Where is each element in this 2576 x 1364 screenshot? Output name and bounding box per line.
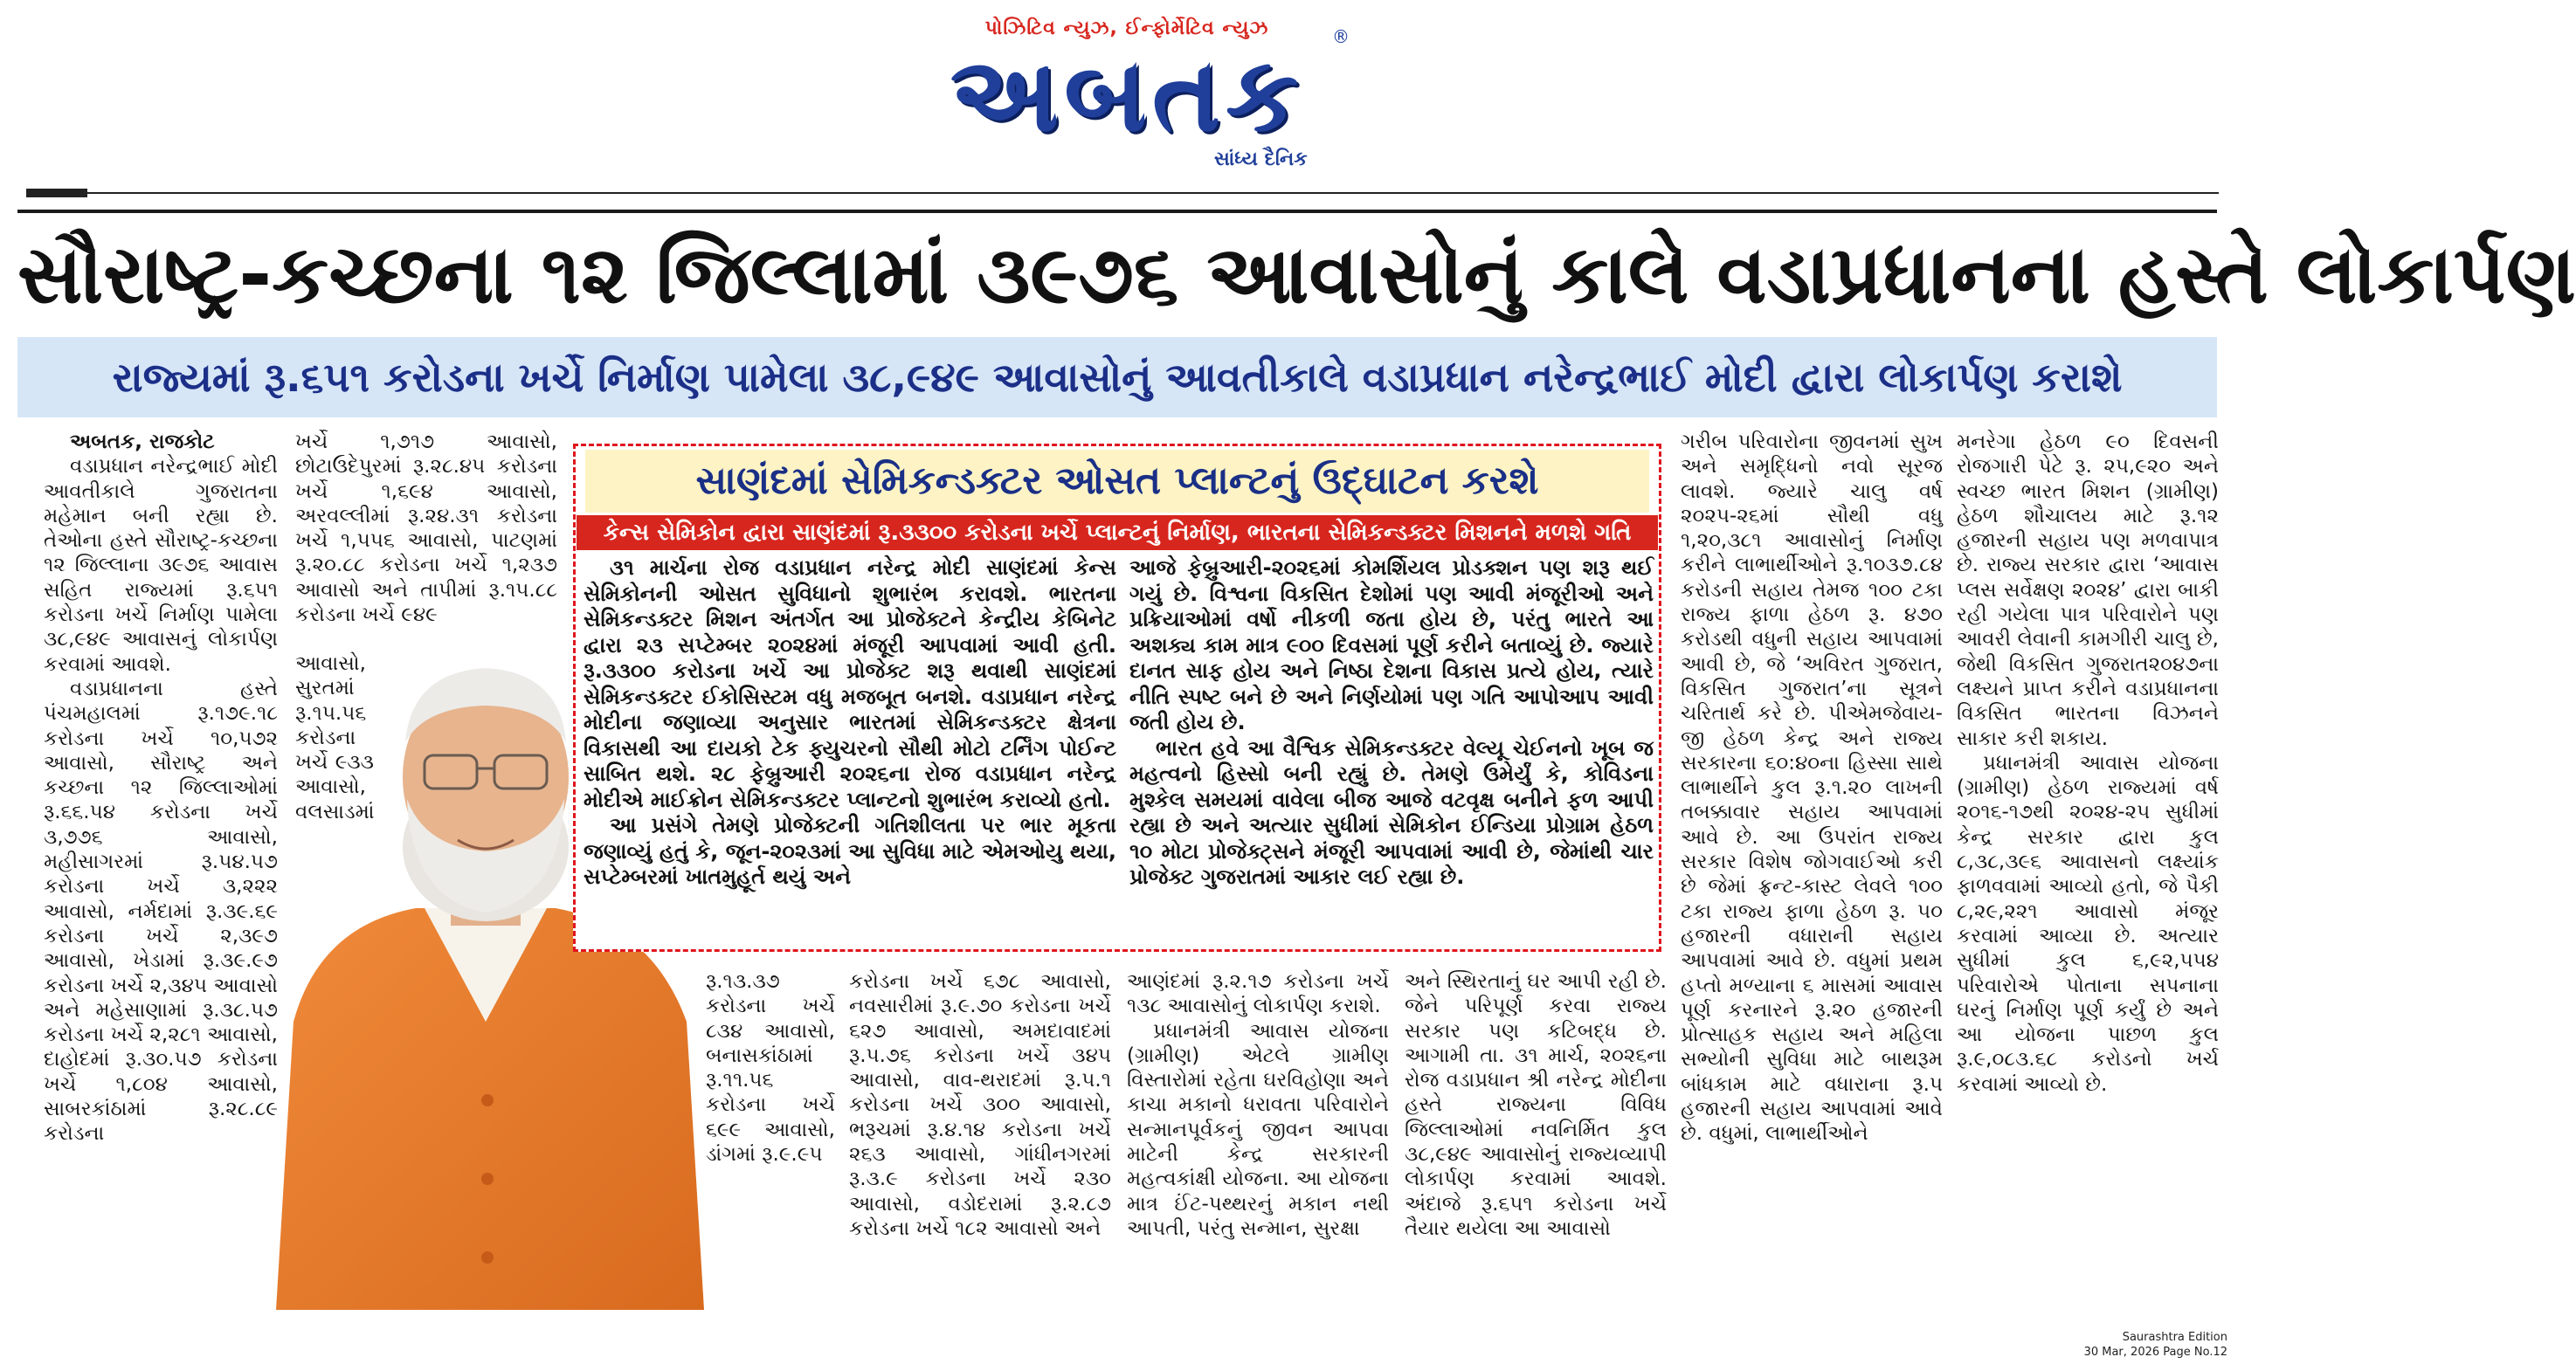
- masthead: [0, 0, 2234, 188]
- page-headline: સૌરાષ્ટ્ર-કચ્છના ૧૨ જિલ્લામાં ૩૯૭૬ આવાસોનું કાલે વડાપ્રધાનના હસ્તે લોકાર્પણ: [17, 228, 2576, 321]
- column-2-paragraph-narrow: આવાસો, સુરતમાં રૂ.૧૫.૫૬ કરોડના ખર્ચે ૯૩૩ આવાસો, વલસાડમાં: [295, 652, 375, 823]
- box-left-paragraph-1: ૩૧ માર્ચના રોજ વડાપ્રધાન નરેન્દ્ર મોદી સાણંદમાં કેન્સ સેમિકોનની ઓસત સુવિધાનો શુભારંભ કરાવશે. ભારતના સેમિકન્ડક્ટર મિશન અંતર્ગત આ પ્રોજેક્ટને કેન્દ્રીય કેબિનેટ દ્વારા ૨૩ સપ્ટેમ્બર ૨૦૨૪માં મંજૂરી આપવામાં આવી હતી. રૂ.૩૩૦૦ કરોડના ખર્ચે આ પ્રોજેક્ટ શરૂ થવાથી સાણંદમાં સેમિકન્ડક્ટર ઈકોસિસ્ટમ વધુ મજબૂત બનશે. વડાપ્રધાન નરેન્દ્ર મોદીના જણાવ્યા અનુસાર ભારતમાં સેમિકન્ડક્ટર ક્ષેત્રના વિકાસથી આ દાયકો ટેક ફ્યુચરનો સૌથી મોટો ટર્નિંગ પોઈન્ટ સાબિત થશે. ૨૮ ફેબ્રુઆરી ૨૦૨૬ના રોજ વડાપ્રધાન નરેન્દ્ર મોદીએ માઈક્રોન સેમિકન્ડક્ટર પ્લાન્ટનો શુભારંભ કરાવ્યો હતો.: [584, 555, 1116, 812]
- article-column-1: [44, 430, 278, 1312]
- edition-date-page: 30 Mar, 2026 Page No.12: [2083, 1346, 2227, 1359]
- masthead-rule-left: [26, 189, 87, 197]
- masthead-rule: [87, 192, 2219, 194]
- column-4-paragraph-1: આણંદમાં રૂ.૨.૧૭ કરોડના ખર્ચે ૧૩૮ આવાસોનું લોકાર્પણ કરાશે.: [1127, 970, 1389, 1018]
- masthead-tagline: પોઝિટિવ ન્યુઝ, ઈન્ફોર્મેટિવ ન્યુઝ: [984, 17, 1269, 39]
- page-subhead: રાજ્યમાં રૂ.૬૫૧ કરોડના ખર્ચે નિર્માણ પામેલા ૩૮,૯૪૯ આવાસોનું આવતીકાલે વડાપ્રધાન નરેન્દ્રભાઈ મોદી દ્વારા લોકાર્પણ કરાશે: [112, 354, 2123, 401]
- edition-name: Saurashtra Edition: [2122, 1331, 2227, 1344]
- article-column-5: [1405, 969, 1667, 1314]
- column-2-paragraph-top: ખર્ચે ૧,૭૧૭ આવાસો, છોટાઉદેપુરમાં રૂ.૨૮.૪૫ કરોડના ખર્ચે ૧,૬૯૪ આવાસો, અરવલ્લીમાં રૂ.૨૪.૩૧ કરોડના ખર્ચે ૧,૫૫૬ આવાસો, પાટણમાં રૂ.૨૦.૮૮ કરોડના ખર્ચે ૧,૨૩૭ આવાસો અને તાપીમાં રૂ.૧૫.૮૮ કરોડના ખર્ચે ૯૪૯: [295, 431, 557, 627]
- column-1-paragraph-2: વડાપ્રધાનના હસ્તે પંચમહાલમાં રૂ.૧૭૯.૧૮ કરોડના ખર્ચે ૧૦,૫૭૨ આવાસો, સૌરાષ્ટ્ર અને કચ્છના ૧૨ જિલ્લાઓમાં રૂ.૬૬.૫૪ કરોડના ખર્ચે ૩,૭૭૬ આવાસો, મહીસાગરમાં રૂ.૫૪.૫૭ કરોડના ખર્ચે ૩,૨૨૨ આવાસો, નર્મદામાં રૂ.૩૯.૬૯ કરોડના ખર્ચે ૨,૩૯૭ આવાસો, ખેડામાં રૂ.૩૯.૯૭ કરોડના ખર્ચે ૨,૩૪૫ આવાસો અને મહેસાણામાં રૂ.૩૮.૫૭ કરોડના ખર્ચે ૨,૨૮૧ આવાસો, દાહોદમાં રૂ.૩૦.૫૭ કરોડના ખર્ચે ૧,૮૦૪ આવાસો, સાબરકાંઠામાં રૂ.૨૮.૮૯ કરોડના: [44, 677, 278, 1146]
- column-1-paragraph-1: વડાપ્રધાન નરેન્દ્રભાઈ મોદી આવતીકાલે ગુજરાતના મહેમાન બની રહ્યા છે. તેઓના હસ્તે સૌરાષ્ટ્ર-કચ્છના ૧૨ જિલ્લાના ૩૯૭૬ આવાસ સહિત રાજ્યમાં રૂ.૬૫૧ કરોડના ખર્ચે નિર્માણ પામેલા ૩૮,૯૪૯ આવાસનું લોકાર્પણ કરવામાં આવશે.: [44, 455, 278, 676]
- box-column-right: [1129, 555, 1654, 944]
- article-column-4: [1127, 969, 1389, 1314]
- edition-info: [2079, 1330, 2227, 1360]
- box-column-left: [584, 555, 1116, 944]
- column-5-paragraph: અને સ્થિરતાનું ઘર આપી રહી છે. જેને પરિપૂર્ણ કરવા રાજ્ય સરકાર પણ કટિબદ્ધ છે. આગામી તા. ૩૧ માર્ચ, ૨૦૨૬ના રોજ વડાપ્રધાન શ્રી નરેન્દ્ર મોદીના હસ્તે રાજ્યના વિવિધ જિલ્લાઓમાં નવનિર્મિત કુલ ૩૮,૯૪૯ આવાસોનું રાજ્યવ્યાપી લોકાર્પણ કરવામાં આવશે. અંદાજે રૂ.૬૫૧ કરોડના ખર્ચે તૈયાર થયેલા આ આવાસો: [1405, 970, 1667, 1240]
- article-column-7: [1957, 430, 2219, 1314]
- box-red-strip-text: કેન્સ સેમિકોન દ્વારા સાણંદમાં રૂ.૩૩૦૦ કરોડના ખર્ચે પ્લાન્ટનું નિર્માણ, ભારતના સેમિકન્ડક્ટર મિશનને મળશે ગતિ: [603, 520, 1632, 546]
- column-3-paragraph: કરોડના ખર્ચે ૬૭૮ આવાસો, નવસારીમાં રૂ.૯.૭૦ કરોડના ખર્ચે ૬૨૭ આવાસો, અમદાવાદમાં રૂ.૫.૭૬ કરોડના ખર્ચે ૩૪૫ આવાસો, વાવ-થરાદમાં રૂ.૫.૧ કરોડના ખર્ચે ૩૦૦ આવાસો, ભરૂચમાં રૂ.૪.૧૪ કરોડના ખર્ચે ૨૬૩ આવાસો, ગાંધીનગરમાં રૂ.૩.૯ કરોડના ખર્ચે ૨૩૦ આવાસો, વડોદરામાં રૂ.૨.૮૭ કરોડના ખર્ચે ૧૮૨ આવાસો અને: [849, 970, 1111, 1240]
- column-7-paragraph-2: પ્રધાનમંત્રી આવાસ યોજના (ગ્રામીણ) હેઠળ રાજ્યમાં વર્ષ ૨૦૧૬-૧૭થી ૨૦૨૪-૨૫ સુધીમાં કેન્દ્ર સરકાર દ્વારા કુલ ૮,૩૮,૩૯૬ આવાસનો લક્ષ્યાંક ફાળવવામાં આવ્યો હતો, જે પૈકી ૮,૨૯,૨૨૧ આવાસો મંજૂર કરવામાં આવ્યા છે. અત્યાર સુધીમાં કુલ ૬,૯૨,૫૫૪ પરિવારોએ પોતાના સપનાના ઘરનું નિર્માણ પૂર્ણ કર્યું છે અને આ યોજના પાછળ કુલ રૂ.૯,૦૮૩.૬૮ કરોડનો ખર્ચ કરવામાં આવ્યો છે.: [1957, 751, 2219, 1096]
- registered-mark: ®: [1332, 26, 1350, 47]
- column-6-paragraph: ગરીબ પરિવારોના જીવનમાં સુખ અને સમૃદ્ધિનો નવો સૂરજ લાવશે. જ્યારે ચાલુ વર્ષ ૨૦૨૫-૨૬માં સૌથી વધુ ૧,૨૦,૩૮૧ આવાસોનું નિર્માણ કરીને લાભાર્થીઓને રૂ.૧૦૩૭.૮૪ કરોડની સહાય તેમજ ૧૦૦ ટકા રાજ્ય ફાળા હેઠળ રૂ. ૪૭૦ કરોડથી વધુની સહાય આપવામાં આવી છે, જે ‘અવિરત ગુજરાત, વિકસિત ગુજરાત’ના સૂત્રને ચરિતાર્થ કરે છે. પીએમજેવાય-જી હેઠળ કેન્દ્ર અને રાજ્ય સરકારના ૬૦:૪૦ના હિસ્સા સાથે લાભાર્થીને કુલ રૂ.૧.૨૦ લાખની તબક્કાવાર સહાય આપવામાં આવે છે. આ ઉપરાંત રાજ્ય સરકાર વિશેષ જોગવાઈઓ કરી છે જેમાં ફ્રન્ટ-કાસ્ટ લેવલે ૧૦૦ ટકા રાજ્ય ફાળા હેઠળ રૂ. ૫૦ હજારની વધારાની સહાય આપવામાં આવે છે. વધુમાં પ્રથમ હપ્તો મળ્યાના ૬ માસમાં આવાસ પૂર્ણ કરનારને રૂ.૨૦ હજારની પ્રોત્સાહક સહાય અને મહિલા સભ્યોની સુવિધા માટે બાથરૂમ બાંધકામ માટે વધારાના રૂ.૫ હજારની સહાય આપવામાં આવે છે. વધુમાં, લાભાર્થીઓને: [1681, 431, 1943, 1146]
- column-4-paragraph-2: પ્રધાનમંત્રી આવાસ યોજના (ગ્રામીણ) એટલે ગ્રામીણ વિસ્તારોમાં રહેતા ઘરવિહોણા અને કાચા મકાનો ધરાવતા પરિવારોને સન્માનપૂર્વકનું જીવન આપવા માટેની કેન્દ્ર સરકારની મહત્વકાંક્ષી યોજના. આ યોજના માત્ર ઈંટ-પથ્થરનું મકાન નથી આપતી, પરંતુ સન્માન, સુરક્ષા: [1127, 1019, 1389, 1240]
- dateline: અબતક, રાજકોટ: [70, 431, 215, 453]
- column-2-paragraph-bottom: રૂ.૧૩.૩૭ કરોડના ખર્ચે ૮૩૪ આવાસો, બનાસકાંઠામાં રૂ.૧૧.૫૬ કરોડના ખર્ચે ૬૯૯ આવાસો, ડાંગમાં રૂ.૯.૯૫: [706, 970, 835, 1167]
- masthead-subtag: સાંધ્ય દૈનિક: [1214, 148, 1308, 170]
- box-right-paragraph-2: ભારત હવે આ વૈશ્વિક સેમિકન્ડક્ટર વેલ્યૂ ચેઈનનો ખૂબ જ મહત્વનો હિસ્સો બની રહ્યું છે. તેમણે ઉમેર્યું કે, કોવિડના મુશ્કેલ સમયમાં વાવેલા બીજ આજે વટવૃક્ષ બનીને ફળ આપી રહ્યા છે અને અત્યાર સુધીમાં સેમિકોન ઈન્ડિયા પ્રોગ્રામ હેઠળ ૧૦ મોટા પ્રોજેક્ટ્સને મંજૂરી આપવામાં આવી છે, જેમાંથી ચાર પ્રોજેક્ટ ગુજરાતમાં આકાર લઈ રહ્યા છે.: [1129, 735, 1654, 889]
- article-column-2-bottom: [706, 969, 835, 1314]
- article-column-6: [1681, 430, 1943, 1314]
- newspaper-logo: અબતક: [950, 34, 1304, 155]
- box-right-paragraph-1: આજે ફેબ્રુઆરી-૨૦૨૬માં કોમર્શિયલ પ્રોડક્શન પણ શરૂ થઈ ગયું છે. વિશ્વના વિકસિત દેશોમાં પણ આવી મંજૂરીઓ અને પ્રક્રિયાઓમાં વર્ષો નીકળી જતા હોય છે, પરંતુ ભારતે આ અશક્ય કામ માત્ર ૯૦૦ દિવસમાં પૂર્ણ કરીને બતાવ્યું છે. જ્યારે દાનત સાફ હોય અને નિષ્ઠા દેશના વિકાસ પ્રત્યે હોય, ત્યારે નીતિ સ્પષ્ટ બને છે અને નિર્ણયોમાં પણ ગતિ આપોઆપ આવી જતી હોય છે.: [1129, 555, 1654, 734]
- article-column-3: [849, 969, 1111, 1314]
- box-title: સાણંદમાં સેમિકન્ડક્ટર ઓસત પ્લાન્ટનું ઉદ્ઘાટન કરશે: [695, 458, 1539, 503]
- box-left-paragraph-2: આ પ્રસંગે તેમણે પ્રોજેક્ટની ગતિશીલતા પર ભાર મૂકતા જણાવ્યું હતું કે, જૂન-૨૦૨૩માં આ સુવિધા માટે એમઓયુ થયા, સપ્ટેમ્બરમાં ખાતમુહૂર્ત થયું અને: [584, 813, 1116, 889]
- column-7-paragraph-1: મનરેગા હેઠળ ૯૦ દિવસની રોજગારી પેટે રૂ. ૨૫,૯૨૦ અને સ્વચ્છ ભારત મિશન (ગ્રામીણ) હેઠળ શૌચાલય માટે રૂ.૧૨ હજારની સહાય પણ મળવાપાત્ર છે. રાજ્ય સરકાર દ્વારા ‘આવાસ પ્લસ સર્વેક્ષણ ૨૦૨૪’ દ્વારા બાકી રહી ગયેલા પાત્ર પરિવારોને પણ આવરી લેવાની કામગીરી ચાલુ છે, જેથી વિકસિત ગુજરાત૨૦૪૭ના લક્ષ્યને પ્રાપ્ત કરીને વડાપ્રધાનના વિકસિત ભારતના વિઝનને સાકાર કરી શકાય.: [1957, 431, 2219, 750]
